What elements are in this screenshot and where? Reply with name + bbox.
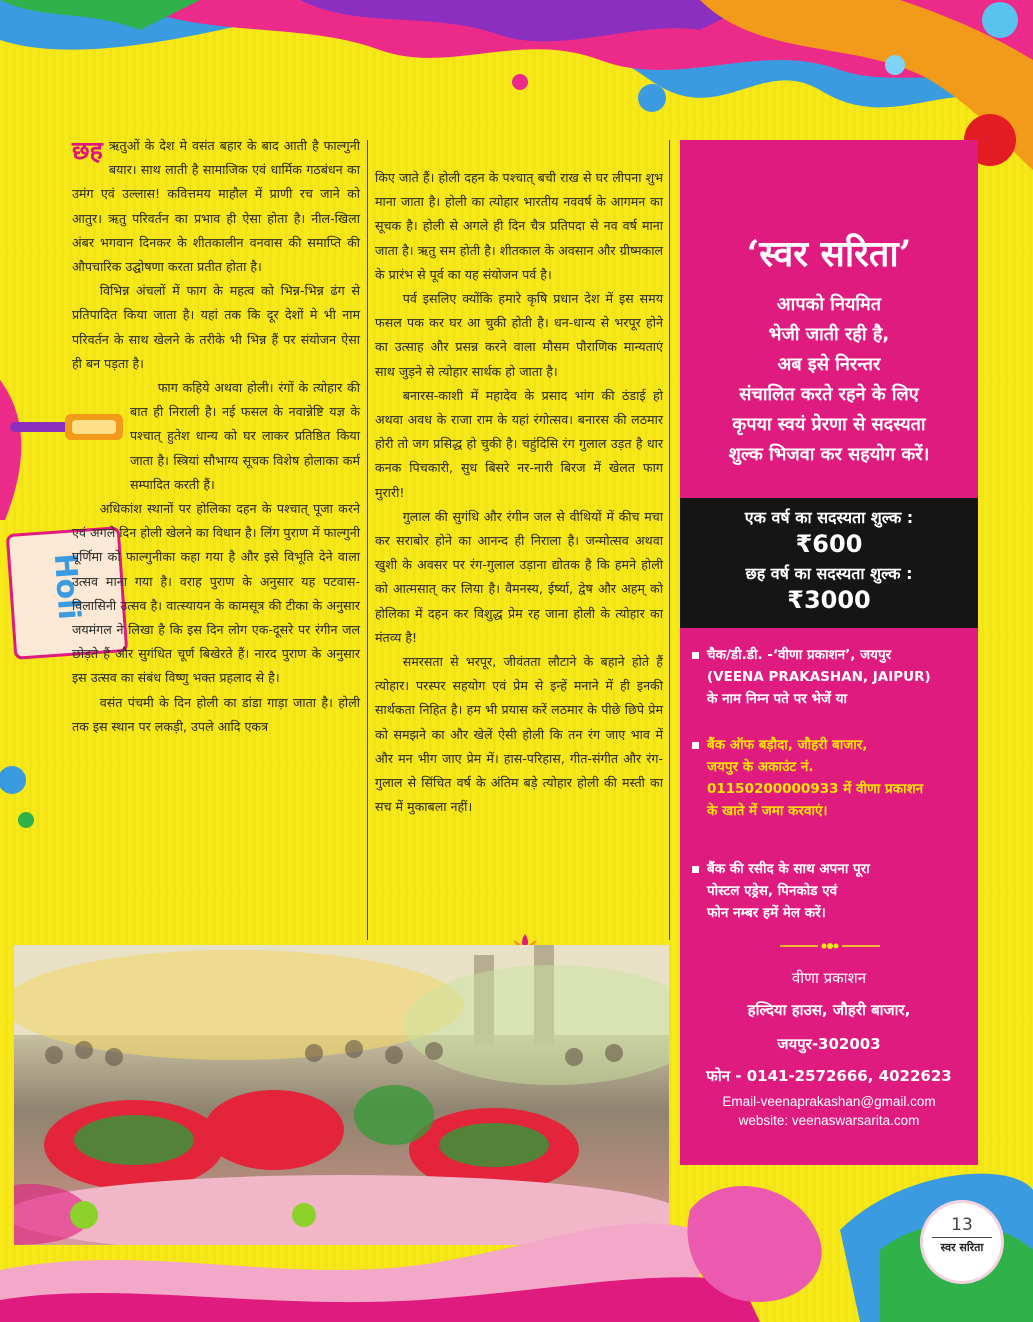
publisher-name: वीणा प्रकाशन [791, 969, 867, 987]
page-number: 13 [951, 1215, 973, 1235]
appeal-line: आपको नियमित [776, 294, 882, 315]
publisher-email[interactable]: Email-veenaprakashan@gmail.com [722, 1094, 936, 1109]
article-paragraph: छह ऋतुओं के देश मे वसंत बहार के बाद आती है फाल्गुनी बयार। साथ लाती है सामाजिक एवं धार्मिक गठबंधन का उमंग एवं उल्लास! कवित्तमय माहौल में प्राणी रच जाने को आतुर। ऋतु परिवर्तन का प्रभाव ही ऐसा होता है। नील-खिला अंबर भगवान दिनकर के शीतकालीन वनवास की समाप्ति की औपचारिक उद्घोषणा करता प्रतीत होता है। [72, 136, 360, 275]
payment-option-bank: बैंक ऑफ बड़ौदा, जौहरी बाजार, जयपुर के अकाउंट नं. 01150200000933 में वीणा प्रकाशन के खाते में जमा करवाएं। [692, 734, 972, 822]
appeal-line: शुल्क भिजवा कर सहयोग करें। [728, 444, 930, 465]
article-paragraph: किए जाते हैं। होली दहन के पश्चात् बची राख से घर लीपना शुभ माना जाता है। होली का त्योहार भारतीय नववर्ष के आगमन का सूचक है। होली से अगले ही दिन चैत्र प्रतिपदा से नव वर्ष माना जाता है। ऋतु सम होती है। शीतकाल के अवसान और ग्रीष्मकाल के प्रारंभ से पूर्व का यह संयोजन पर्व है। [375, 170, 663, 282]
article-paragraph: विभिन्न अंचलों में फाग के महत्व को भिन्न-भिन्न ढंग से प्रतिपादित किया जाता है। यहां तक कि दूर देशों मे भी नाम परिवर्तन के साथ खेलने के तरीके भी भिन्न हैं पर संयोजन ऐसा ही बन पड़ता है। [72, 283, 360, 371]
bullet-square-icon [692, 652, 699, 659]
footer-divider [932, 1237, 992, 1238]
fee-one-year-label: एक वर्ष का सदस्यता शुल्क : [744, 508, 914, 527]
fee-six-year-amount: ₹3000 [787, 586, 871, 614]
paint-splash-bottom [0, 1150, 1033, 1322]
publisher-address-line: हल्दिया हाउस, जौहरी बाजार, [747, 1001, 911, 1019]
fee-six-year-label: छह वर्ष का सदस्यता शुल्क : [745, 564, 913, 583]
dots-divider-icon [780, 940, 880, 952]
article-column-1 [72, 134, 360, 739]
appeal-line: अब इसे निरन्तर [777, 354, 881, 375]
column-divider [669, 140, 670, 940]
article-paragraph: अधिकांश स्थानों पर होलिका दहन के पश्चात् पूजा करने एवं अगले दिन होली खेलने का विधान है। लिंग पुराण में फाल्गुनी पूर्णिमा को फाल्गुनीका कहा गया है और इसे विभूति देने वाला उत्सव माना गया है। वराह पुराण के अनुसार यह पटवास- विलासिनी उत्सव है। वात्स्यायन के कामसूत्र की टीका के अनुसार जयमंगल ने लिखा है कि इस दिन लोग एक-दूसरे पर रंगीन जल छोड़ते हैं और सुगंधित चूर्ण बिखेरते हैं। नारद पुराण के अनुसार इस उत्सव का संबंध विष्णु भक्त प्रहलाद से है। [72, 501, 360, 686]
article-paragraph: गुलाल की सुगंधि और रंगीन जल से वीथियों में कीच मचा कर सराबोर होने का आनन्द ही निराला है। जन्मोत्सव अथवा खुशी के अवसर पर रंग-गुलाल उड़ाना द्योतक है कि हमने होली को आत्मसात् कर लिया है। वैमनस्य, ईर्ष्या, द्वेष और अहम् को होलिका में दहन कर विशुद्ध प्रेम रह जाना होली के त्योहार का मंतव्य है! [375, 508, 663, 645]
appeal-text [680, 290, 978, 470]
article-paragraph: पर्व इसलिए क्योंकि हमारे कृषि प्रधान देश में इस समय फसल पक कर घर आ चुकी होती है। धन-धान्य से भरपूर होने का उत्साह और प्रसन्न करने वाला मौसम पौराणिक मान्यताएं साथ जुड़ने से त्योहार सार्थक हो जाता है। [375, 291, 663, 379]
appeal-line: भेजी जाती रही है, [768, 324, 890, 345]
article-column-2 [375, 166, 663, 819]
page-number-badge [920, 1200, 1004, 1284]
magazine-name: स्वर सरिता [940, 1241, 984, 1254]
bullet-square-icon [692, 866, 699, 873]
publisher-website[interactable]: website: veenaswarsarita.com [738, 1113, 920, 1128]
article-paragraph: फाग कहिये अथवा होली। रंगों के त्योहार की बात ही निराली है। नई फसल के नवान्नेष्टि यज्ञ के पश्चात् हुतेश धान्य को घर लाकर प्रतिष्ठित किया जाता है। स्त्रियां सौभाग्य सूचक विशेष होलाका कर्म सम्पादित करती हैं। [130, 380, 360, 492]
appeal-line: कृपया स्वयं प्रेरणा से सदस्यता [732, 414, 926, 435]
publisher-city: जयपुर-302003 [777, 1035, 881, 1053]
sidebar-title: ‘स्वर सरिता’ [746, 233, 912, 275]
holi-badge-text: Holi [46, 552, 87, 621]
bullet-square-icon [692, 742, 699, 749]
article-paragraph: बनारस-काशी में महादेव के प्रसाद भांग की ठंडाई हो अथवा अवध के राजा राम के यहां रंगोत्सव। बनारस की लठमार होरी तो जग प्रसिद्ध हो चुकी है। चहुंदिसि रंग गुलाल उड़त है धार कनक पिचकारी, सुध बिसरे नर-नारी बिरज में खेलत फाग मुरारी! [375, 387, 663, 500]
fee-box [680, 498, 978, 628]
column-divider [367, 140, 368, 940]
appeal-line: संचालित करते रहने के लिए [739, 384, 919, 405]
article-paragraph: वसंत पंचमी के दिन होली का डांडा गाड़ा जाता है। होली तक इस स्थान पर लकड़ी, उपले आदि एकत्र [72, 694, 360, 734]
fee-one-year-amount: ₹600 [795, 530, 863, 558]
publisher-phone: फोन - 0141-2572666, 4022623 [706, 1067, 952, 1085]
payment-option-mail: बैंक की रसीद के साथ अपना पूरा पोस्टल एड्रेस, पिनकोड एवं फोन नम्बर हमें मेल करें। [692, 858, 972, 924]
article-paragraph: समरसता से भरपूर, जीवंतता लौटाने के बहाने होते हैं त्योहार। परस्पर सहयोग एवं प्रेम से इन्हें मनाने में ही इनकी सार्थकता निहित है। हम भी प्रयास करें लठमार के पीछे छिपे प्रेम को समझने का और खेलें ऐसी होली कि तन रंग जाए भाव में और मन भीग जाए प्रेम में। हास-परिहास, गीत-संगीत और रंग-गुलाल से सिंचित वर्ष के अंतिम बड़े त्योहार होली की मस्ती का सच में मुकाबला नहीं। [375, 654, 663, 815]
payment-option-cheque: चैक/डी.डी. -‘वीणा प्रकाशन’, जयपुर (VEENA PRAKASHAN, JAIPUR) के नाम निम्न पते पर भेजें या [692, 644, 972, 710]
drop-cap: छह [72, 136, 103, 165]
